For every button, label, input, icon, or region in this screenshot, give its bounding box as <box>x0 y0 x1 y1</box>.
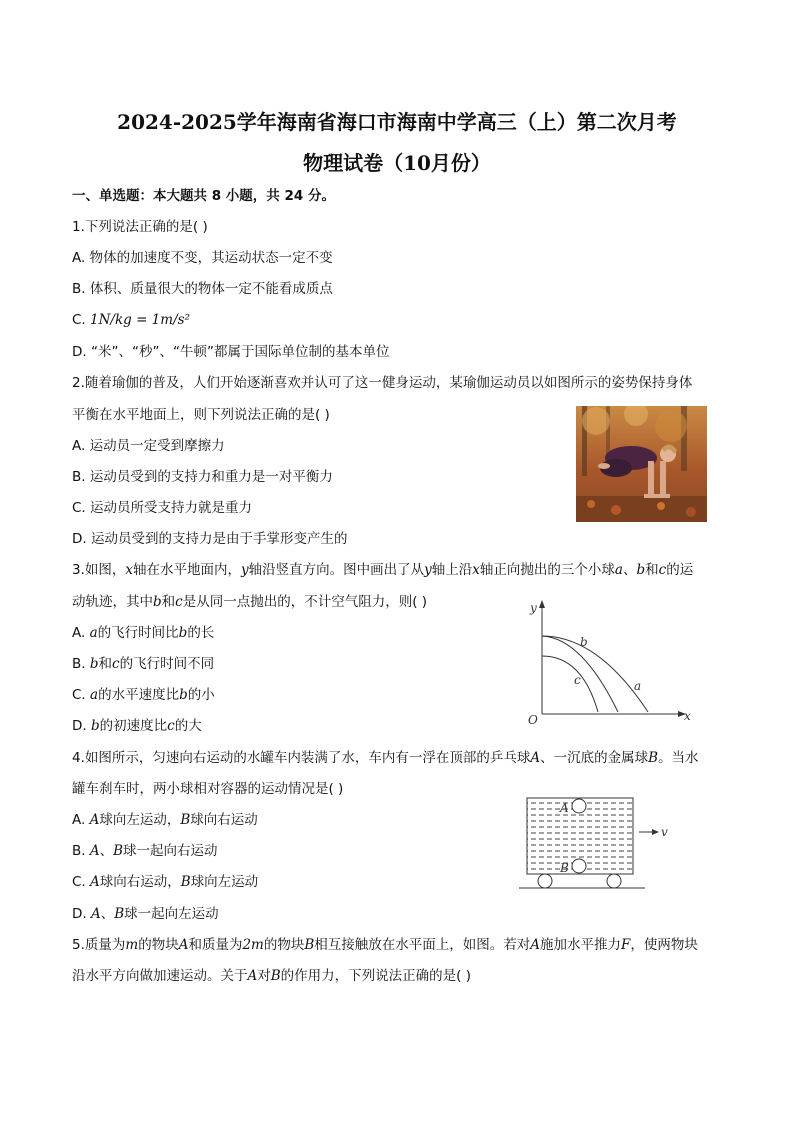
q3-text: 轴上沿 <box>431 562 473 578</box>
q3-option-c <box>72 686 215 704</box>
q2-option-d: D. 运动员受到的支持力是由于手掌形变产生的 <box>72 531 348 547</box>
q3-stem-line2 <box>72 593 427 611</box>
q5-text: 沿水平方向做加速运动。关于 <box>72 968 248 984</box>
q1-option-c-formula: 1N/kg = 1m/s² <box>90 312 190 328</box>
q3-text: 和 <box>161 594 176 610</box>
q5-var: A <box>247 968 258 984</box>
q5-text: 的作用力，下列说法正确的是( ) <box>280 968 471 984</box>
q3-var: a <box>90 687 99 703</box>
q3-var: x <box>125 562 134 578</box>
q4-text: 球向右运动， <box>99 874 181 890</box>
curve-b-label: b <box>580 635 588 649</box>
q3-text: 的水平速度比 <box>98 687 180 703</box>
q4-text: 、 <box>99 843 114 859</box>
q4-text: 。当水 <box>658 750 699 766</box>
q1-option-b: B. 体积、质量很大的物体一定不能看成质点 <box>72 281 333 297</box>
q3-var: b <box>89 656 99 672</box>
q4-option-a <box>72 811 258 829</box>
q3-text: 的飞行时间比 <box>97 625 179 641</box>
y-axis-arrow-icon <box>539 600 545 608</box>
exam-title-line2: 物理试卷（10月份） <box>303 151 491 175</box>
q4-stem-line2: 罐车刹车时，两小球相对容器的运动情况是( ) <box>72 781 344 797</box>
q3-var: x <box>472 562 480 578</box>
curve-c-label: c <box>574 673 581 687</box>
q4-text: 球一起向左运动 <box>124 906 219 922</box>
q3-text: 动轨迹，其中 <box>72 594 153 610</box>
q2-stem-line2: 平衡在水平地面上，则下列说法正确的是( ) <box>72 407 330 423</box>
q3-opt-label: C. <box>72 687 91 703</box>
q5-text: 5.质量为 <box>72 937 126 953</box>
yoga-photo <box>576 406 707 522</box>
q3-text: 的初速度比 <box>99 718 168 734</box>
q4-var: B <box>114 906 125 922</box>
q1-option-c <box>72 311 190 329</box>
q3-option-d <box>72 717 202 735</box>
q3-var: a <box>89 625 98 641</box>
q3-text: 、 <box>622 562 637 578</box>
ball-b <box>572 859 586 873</box>
q4-text: 4.如图所示，匀速向右运动的水罐车内装满了水，车内有一浮在顶部的乒乓球 <box>72 750 531 766</box>
q3-option-a <box>72 624 214 642</box>
q5-text: 的物块 <box>263 937 305 953</box>
q4-var: B <box>180 874 191 890</box>
q3-option-b <box>72 655 214 673</box>
q5-var: A <box>530 937 541 953</box>
wheel-right <box>607 874 621 888</box>
q3-var: c <box>658 562 667 578</box>
q3-text: 轴正向抛出的三个小球 <box>479 562 615 578</box>
q5-var: m <box>125 937 139 953</box>
q3-text: 3.如图， <box>72 562 126 578</box>
q4-var: A <box>90 906 101 922</box>
trajectory-figure <box>520 598 700 728</box>
q3-var: c <box>112 656 120 672</box>
q3-var: c <box>167 718 175 734</box>
q3-opt-label: A. <box>72 625 90 641</box>
q1-option-a: A. 物体的加速度不变，其运动状态一定不变 <box>72 250 333 266</box>
q2-option-b: B. 运动员受到的支持力和重力是一对平衡力 <box>72 469 333 485</box>
q3-opt-label: B. <box>72 656 90 672</box>
q4-opt-label: C. <box>72 874 91 890</box>
q1-option-d: D. “米”、“秒”、“牛顿”都属于国际单位制的基本单位 <box>72 344 390 360</box>
q3-var: c <box>175 594 183 610</box>
q5-text: 和质量为 <box>188 937 243 953</box>
ball-a-label: A <box>560 801 569 815</box>
q3-text: 的长 <box>187 625 215 641</box>
q4-var: A <box>89 843 100 859</box>
q4-text: 球向左运动 <box>190 874 259 890</box>
q4-opt-label: D. <box>72 906 91 922</box>
q3-var: b <box>153 594 162 610</box>
velocity-label: v <box>661 825 668 839</box>
q3-stem-line1 <box>72 561 693 579</box>
q3-var: y <box>241 562 249 578</box>
q2-option-c: C. 运动员所受支持力就是重力 <box>72 500 253 516</box>
velocity-arrow-icon <box>652 829 659 835</box>
q3-text: 的小 <box>187 687 215 703</box>
q3-var: y <box>424 562 432 578</box>
q3-var: b <box>90 718 100 734</box>
q3-text: 的飞行时间不同 <box>119 656 215 672</box>
q5-var: B <box>304 937 315 953</box>
q3-text: 轴在水平地面内， <box>133 562 242 578</box>
q3-opt-label: D. <box>72 718 91 734</box>
q4-text: 、一沉底的金属球 <box>540 750 649 766</box>
q4-var: B <box>648 750 659 766</box>
q5-var: F <box>621 937 631 953</box>
q3-text: 的运 <box>666 562 694 578</box>
origin-label: O <box>528 713 538 727</box>
exam-title-line1: 2024-2025学年海南省海口市海南中学高三（上）第二次月考 <box>117 110 677 134</box>
q5-text: 的物块 <box>138 937 179 953</box>
q5-stem-line1 <box>72 936 698 954</box>
trajectory-a <box>542 636 648 712</box>
q4-opt-label: A. <box>72 812 90 828</box>
q4-text: 球一起向右运动 <box>123 843 218 859</box>
q5-text: 相互接触放在水平面上，如图。若对 <box>314 937 531 953</box>
ball-b-label: B <box>560 861 569 875</box>
q5-var: A <box>178 937 189 953</box>
q4-text: 球向左运动， <box>99 812 181 828</box>
trajectory-c <box>542 656 598 712</box>
q3-text: 轴沿竖直方向。图中画出了从 <box>248 562 425 578</box>
q4-text: 、 <box>100 906 115 922</box>
q4-var: B <box>180 812 191 828</box>
q4-option-d <box>72 905 219 923</box>
q5-stem-line2 <box>72 967 471 985</box>
q3-text: 是从同一点抛出的，不计空气阻力，则( ) <box>182 594 428 610</box>
q5-text: ，使两物块 <box>630 937 698 953</box>
q3-text: 和 <box>645 562 659 578</box>
q4-var: A <box>90 874 100 890</box>
wheel-left <box>538 874 552 888</box>
q3-var: b <box>636 562 646 578</box>
q4-text: 球向右运动 <box>190 812 258 828</box>
section-heading: 一、单选题：本大题共 8 小题，共 24 分。 <box>72 188 335 204</box>
water-tank-figure <box>515 794 675 892</box>
curve-a-label: a <box>634 679 642 693</box>
q3-var: b <box>178 625 188 641</box>
q4-var: B <box>113 843 124 859</box>
q3-text: 的大 <box>174 718 202 734</box>
x-axis-label: x <box>684 709 691 723</box>
q1-stem: 1.下列说法正确的是( ) <box>72 219 208 235</box>
q4-var: A <box>89 812 100 828</box>
yoga-photo-illustration <box>576 406 707 522</box>
q2-stem-line1: 2.随着瑜伽的普及，人们开始逐渐喜欢并认可了这一健身运动，某瑜伽运动员以如图所示的姿势保持身体 <box>72 375 693 391</box>
q5-var: B <box>270 968 281 984</box>
q4-option-c <box>72 873 258 891</box>
q3-var: b <box>179 687 188 703</box>
q4-stem-line1 <box>72 749 699 767</box>
q3-text: 和 <box>98 656 113 672</box>
q4-option-b <box>72 842 218 860</box>
q4-opt-label: B. <box>72 843 90 859</box>
q5-var: 2m <box>242 937 264 953</box>
y-axis-label: y <box>530 601 537 615</box>
q4-var: A <box>530 750 541 766</box>
q3-var: a <box>614 562 623 578</box>
q2-option-a: A. 运动员一定受到摩擦力 <box>72 438 225 454</box>
q5-text: 对 <box>257 968 271 984</box>
ball-a <box>572 799 586 813</box>
q5-text: 施加水平推力 <box>540 937 622 953</box>
q1-option-c-label: C. <box>72 312 91 328</box>
